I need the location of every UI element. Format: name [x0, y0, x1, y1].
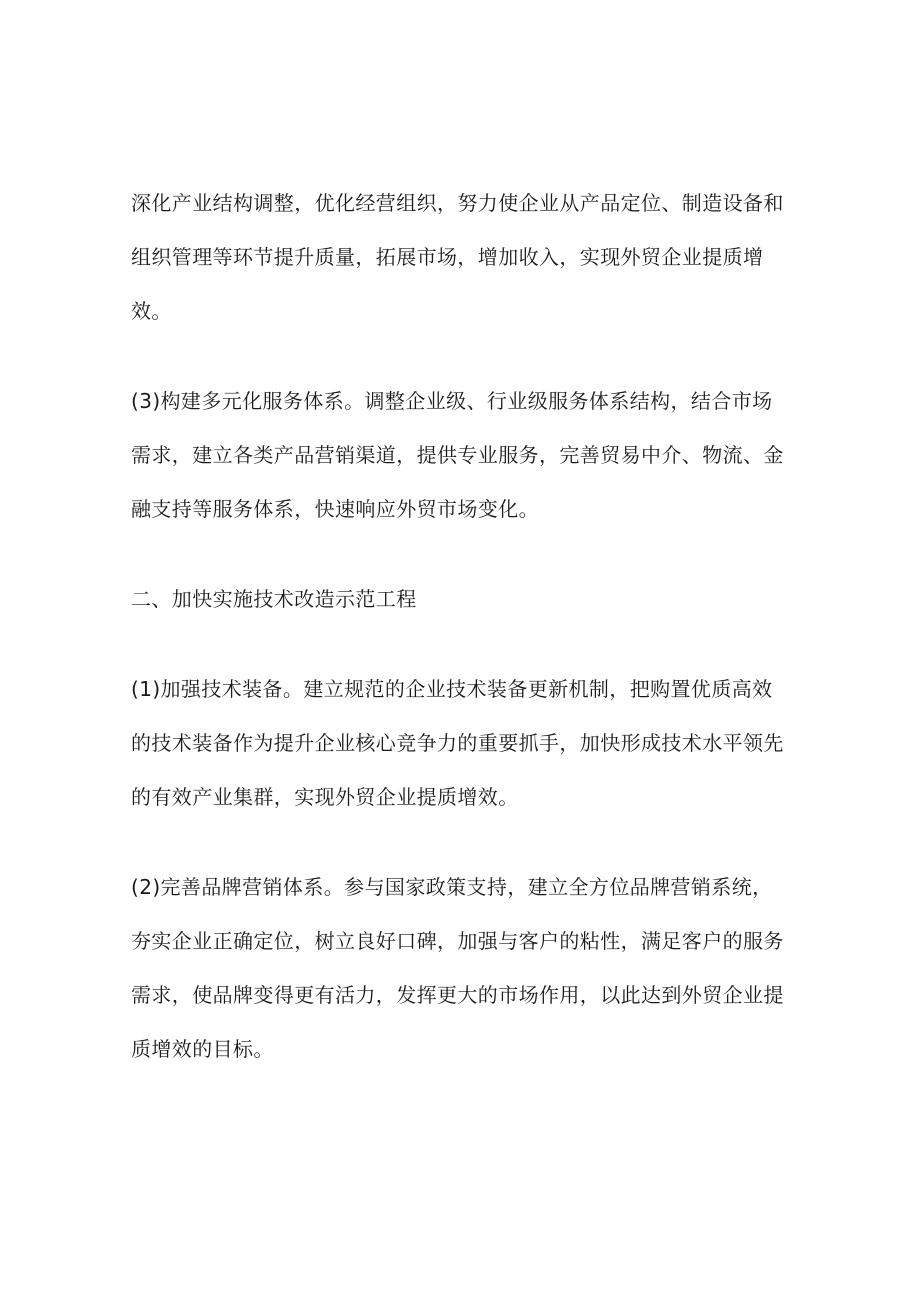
paragraph-spacer [131, 536, 791, 572]
document-body [131, 176, 791, 1076]
paragraph-spacer [131, 626, 791, 662]
paragraph-spacer [131, 338, 791, 374]
paragraph-spacer [131, 824, 791, 860]
paragraph-brand-marketing: (2)完善品牌营销体系。参与国家政策支持，建立全方位品牌营销系统，夯实企业正确定位，树立良好口碑，加强与客户的粘性，满足客户的服务需求，使品牌变得更有活力，发挥更大的市场作用，以此达到外贸企业提质增效的目标。 [131, 875, 784, 1061]
paragraph-tech-equipment: (1)加强技术装备。建立规范的企业技术装备更新机制，把购置优质高效的技术装备作为提升企业核心竞争力的重要抓手，加快形成技术水平领先的有效产业集群，实现外贸企业提质增效。 [131, 677, 784, 809]
section-heading: 二、加快实施技术改造示范工程 [131, 587, 417, 611]
paragraph-service-system: (3)构建多元化服务体系。调整企业级、行业级服务体系结构，结合市场需求，建立各类产品营销渠道，提供专业服务，完善贸易中介、物流、金融支持等服务体系，快速响应外贸市场变化。 [131, 389, 784, 521]
paragraph-industry-structure: 深化产业结构调整，优化经营组织，努力使企业从产品定位、制造设备和组织管理等环节提升质量，拓展市场，增加收入，实现外贸企业提质增效。 [131, 191, 784, 323]
